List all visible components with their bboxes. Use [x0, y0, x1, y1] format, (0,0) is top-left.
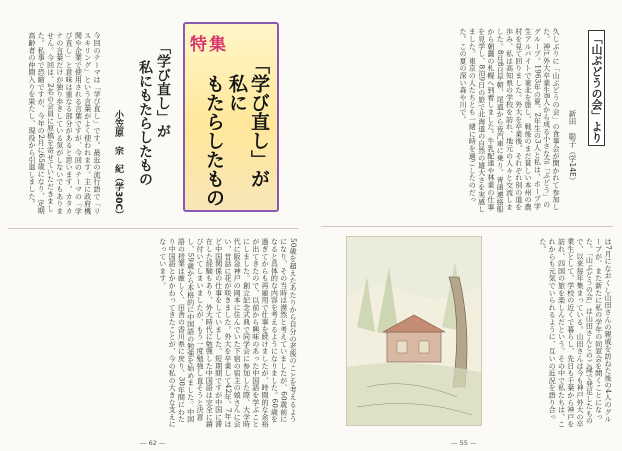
intro-text: 今回のテーマは「学び直し」です。最近の流行語で「リスキリング」という言葉がよく使われます。主に政府機関や企業で使用される言葉ですが、今回のテーマの「学び直し」と意味は重なる部分があると思います。カタカナの言葉だけが独り歩きしている気がしないでもありません。今回は、2名の会員に原稿を寄せていただきました。私事で恐縮ですが、今年の2月に65歳になり、定期高齢者の仲間入りを果たし、現役から引退しました。: [27, 32, 102, 215]
sketch-drawing: [347, 237, 481, 425]
column-title-text: 「山ぶどうの会」より: [588, 30, 605, 146]
main-title-line-1: 「学び直し」が: [248, 55, 270, 188]
subtitle-line-1: 「学び直し」が: [155, 40, 171, 138]
pencil-sketch-image: [346, 236, 482, 426]
right-page: [311, 0, 622, 451]
page-number: — 55 —: [451, 439, 477, 447]
subtitle-line-2: 私にもたらしたもの: [137, 60, 153, 186]
divider: [321, 226, 613, 227]
page-number: — 62 —: [140, 439, 166, 447]
column-bottom-text: は7月になおくし山田さんの親戚を訪ねた後の4人のグループが、また新たに私の学年の同窓会を開くことになった。「山ぶどうの会」は山田さんとのご縁で発足したもので、以来毎年集まっている。山田さんは今も神戸外大の卒業生として、学校の近くで暮らし、先日も千葉から神戸を訪れ、四国の旅を楽しんだという。その中で私たちは、これからも元気でいられるように、互いの近況を語り合った。: [538, 238, 613, 428]
body-text: 50歳を超えたあたりから自分の老後のことを考えるようになり、その当時は漠然と考えていましたが、60歳前になると具体的な内容を考えるようになりました。60歳を過ぎてからも再雇用で仕事を続けましたが、時間的な余裕が出てきたので、以前から興味のあった中国語を学ぶことにしました。創立記念式典で同学会に参加した際、大学時代に阪急神戸の岡本に住んでいた下宿の宿主の娘さんに会い、昔話に花が咲きました。外大を卒業して42年、7年ほど中国関係の仕事をしていました。短期間ですが中国に滞在した経験もあり、外大時代に勉強した中国語は完全に錆び付いてしまいましたが、もう一度勉強し直そうと決意し、59歳から本格的に中国語の勉強を始めました。中国語の授業は厳しく、田舎の香川県に戻り、30年間にわたり中国語とかかわってきたことが、今の私の大きな支えになっています。: [158, 238, 298, 428]
feature-label: 特集: [190, 35, 228, 55]
column-top-text: 久しぶりに「山ぶどうの会」の食事会が開かれて参加した。神戸外大卒業生8人から成る小さな会「ぶどう」のグループ。1963年の夏、2年生の3人と私は、ホープ学生アルバイトで東北を旅し、戦後のまだ貧しい本州の農村を見て回りました。外大を卒業後、それぞれ別の道を歩み、私は高知県の学校を訪れ、地元の人々と交流しました。8月8日早朝、尾道から夜汽車に乗り、青函連絡船から朝靄の札幌へ到着しました。牛乳配達や林業の仕事を見学し、8泊9日の旅で北海道の自然の雄大さを実感しました。東京の人たちとも一緒に時を過ごしたのだった。この夏の深い森や川で。: [459, 28, 561, 213]
main-title-line-3: もたらしたもの: [203, 74, 225, 207]
article-author: 小笠原 宗 紀（学30C）: [113, 110, 123, 220]
divider: [8, 228, 298, 229]
main-title-line-2: 私に: [226, 74, 248, 112]
column-title: [588, 30, 604, 146]
column-author: 新田 聡子（学14E）: [568, 110, 577, 185]
